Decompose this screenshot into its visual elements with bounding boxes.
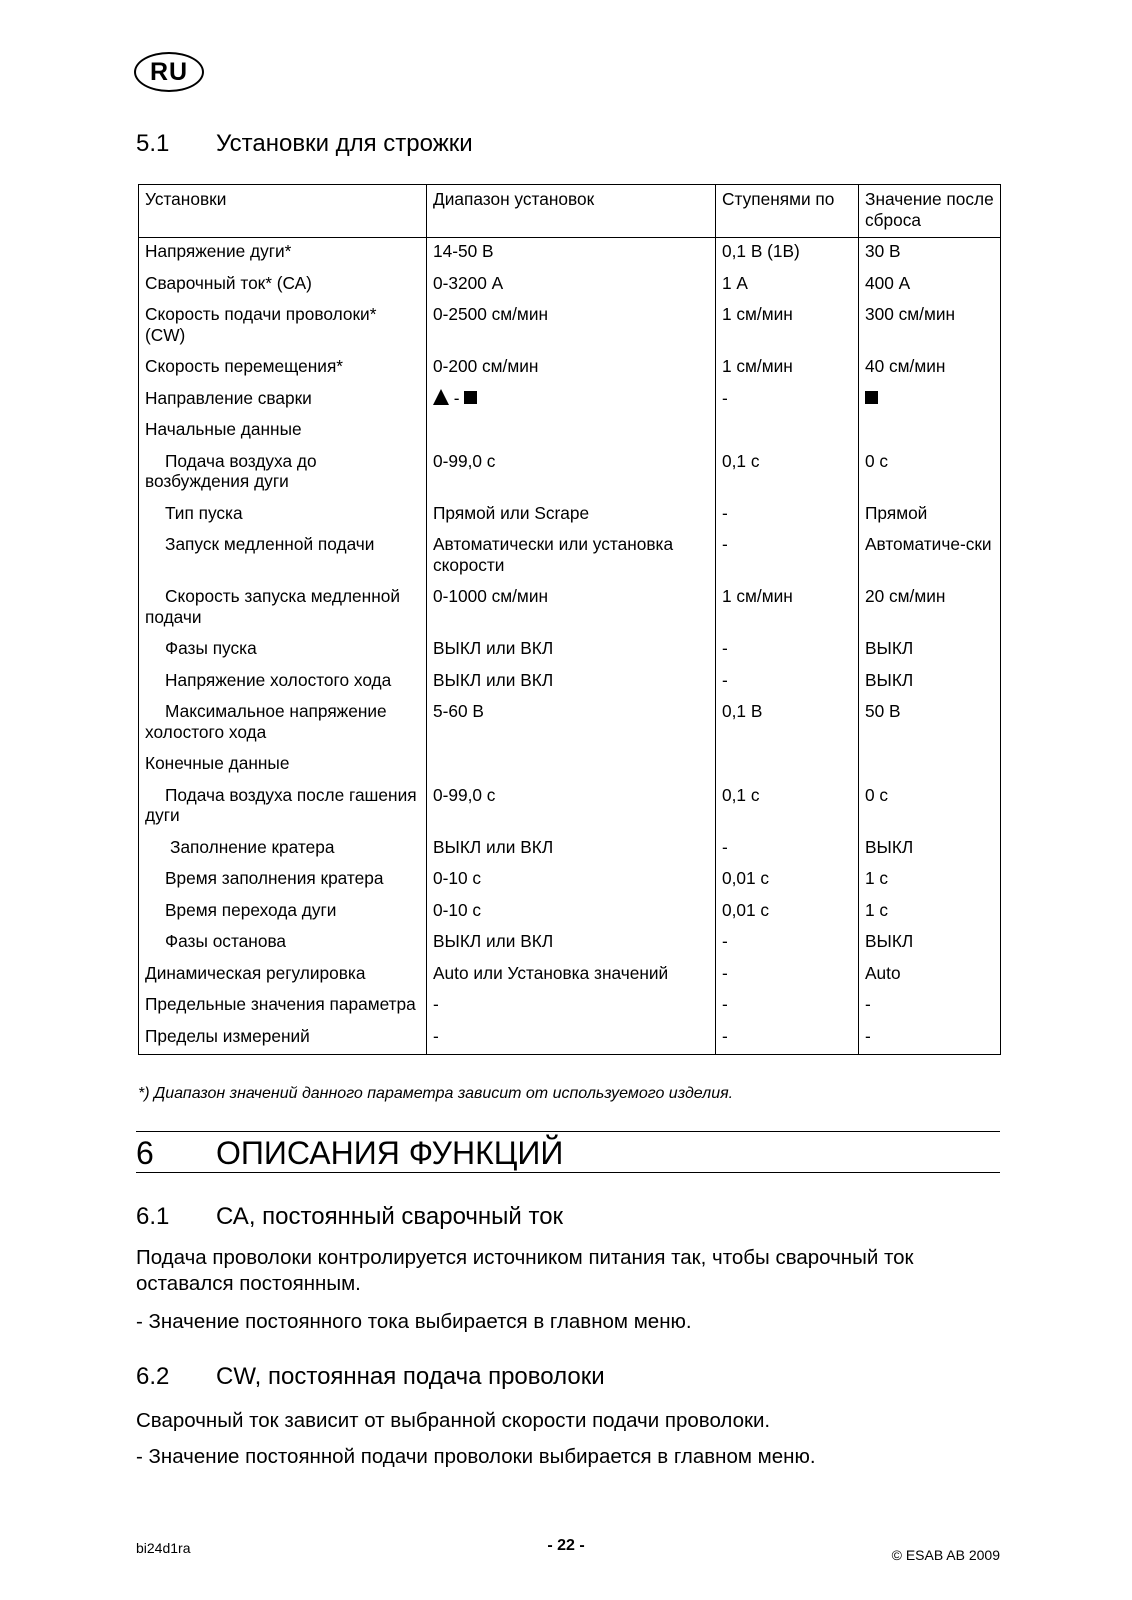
- table-cell: -: [716, 531, 859, 583]
- indented-label: Запуск медленной подачи: [165, 534, 375, 554]
- chapter-rule-top: [136, 1131, 1000, 1132]
- stop-square-icon: [865, 391, 878, 404]
- table-cell: Прямой или Scrape: [427, 500, 716, 532]
- table-cell: [139, 897, 427, 929]
- table-cell: 0,1 с: [716, 448, 859, 500]
- table-row: [139, 500, 1001, 532]
- table-cell: Начальные данные: [139, 416, 427, 448]
- table-cell: 1 с: [859, 865, 1001, 897]
- table-cell: 14-50 В: [427, 238, 716, 270]
- section-heading-6-2: [136, 1363, 605, 1391]
- table-cell: 0-99,0 с: [427, 448, 716, 500]
- indented-label: Тип пуска: [165, 502, 243, 523]
- paragraph: - Значение постоянной подачи проволоки выбирается в главном меню.: [136, 1445, 816, 1468]
- table-cell: Сварочный ток* (СА): [139, 270, 427, 302]
- section-number: 6.2: [136, 1363, 170, 1390]
- chapter-number: 6: [136, 1135, 154, 1171]
- table-cell: -: [427, 1023, 716, 1055]
- table-footnote: *) Диапазон значений данного параметра зависит от используемого изделия.: [138, 1085, 734, 1102]
- indented-label: Подача воздуха после гашения дуги: [145, 784, 417, 825]
- indented-label: Подача воздуха до возбуждения дуги: [145, 450, 317, 491]
- table-cell: [139, 500, 427, 532]
- table-cell: 0-200 см/мин: [427, 353, 716, 385]
- paragraph: Сварочный ток зависит от выбранной скорости подачи проволоки.: [136, 1409, 771, 1432]
- table-cell: -: [716, 1023, 859, 1055]
- direction-separator: -: [449, 387, 465, 408]
- column-header: Значение после сброса: [859, 185, 1001, 238]
- table-cell: ВЫКЛ или ВКЛ: [427, 635, 716, 667]
- table-cell: [139, 583, 427, 635]
- indented-label: Фазы останова: [165, 931, 287, 951]
- table-cell: -: [716, 991, 859, 1023]
- table-cell: ВЫКЛ: [859, 667, 1001, 699]
- stop-square-icon: [464, 391, 477, 404]
- table-cell: [859, 750, 1001, 782]
- section-title: Установки для строжки: [216, 130, 473, 157]
- table-row: [139, 667, 1001, 699]
- table-row: [139, 416, 1001, 448]
- table-row: [139, 635, 1001, 667]
- table-row: [139, 897, 1001, 929]
- section-title: CW, постоянная подача проволоки: [216, 1363, 605, 1390]
- table-row: [139, 531, 1001, 583]
- table-cell: 0,1 В (1В): [716, 238, 859, 270]
- table-cell: 20 см/мин: [859, 583, 1001, 635]
- table-cell: -: [716, 500, 859, 532]
- section-number: 5.1: [136, 130, 170, 157]
- column-header: Установки: [139, 185, 427, 238]
- table-cell: -: [716, 834, 859, 866]
- table-row: [139, 698, 1001, 750]
- forward-triangle-icon: [433, 389, 449, 405]
- table-cell: Скорость перемещения*: [139, 353, 427, 385]
- table-row: [139, 991, 1001, 1023]
- table-cell: Автоматиче-ски: [859, 531, 1001, 583]
- table-row: [139, 448, 1001, 500]
- table-cell: 0 с: [859, 448, 1001, 500]
- table-cell: Динамическая регулировка: [139, 960, 427, 992]
- section-heading-5-1: [136, 130, 473, 158]
- table-row: [139, 238, 1001, 270]
- table-row: [139, 1023, 1001, 1055]
- table-cell: [139, 531, 427, 583]
- table-cell: Напряжение дуги*: [139, 238, 427, 270]
- table-cell: [139, 667, 427, 699]
- chapter-heading-6: [136, 1135, 563, 1172]
- table-cell: 1 см/мин: [716, 583, 859, 635]
- table-cell: Auto или Установка значений: [427, 960, 716, 992]
- table-cell: Пределы измерений: [139, 1023, 427, 1055]
- table-cell: ВЫКЛ или ВКЛ: [427, 928, 716, 960]
- table-cell: 0 с: [859, 782, 1001, 834]
- table-cell: -: [716, 960, 859, 992]
- table-row: [139, 301, 1001, 353]
- table-cell: [716, 750, 859, 782]
- table-cell: [139, 865, 427, 897]
- table-cell: 1 А: [716, 270, 859, 302]
- table-cell: 1 см/мин: [716, 301, 859, 353]
- settings-table: [138, 184, 1001, 1055]
- table-cell: [139, 834, 427, 866]
- table-cell: 40 см/мин: [859, 353, 1001, 385]
- table-cell: [139, 782, 427, 834]
- table-cell: Конечные данные: [139, 750, 427, 782]
- table-cell: -: [716, 635, 859, 667]
- section-heading-6-1: [136, 1203, 563, 1231]
- table-cell: ВЫКЛ или ВКЛ: [427, 667, 716, 699]
- table-cell: 1 см/мин: [716, 353, 859, 385]
- table-cell: -: [427, 991, 716, 1023]
- indented-label: Время заполнения кратера: [165, 868, 384, 888]
- table-cell: 300 см/мин: [859, 301, 1001, 353]
- table-cell: 0-10 с: [427, 897, 716, 929]
- table-cell: Прямой: [859, 500, 1001, 532]
- table-cell: [859, 385, 1001, 417]
- language-badge: RU: [134, 52, 204, 92]
- indented-label: Фазы пуска: [165, 638, 257, 658]
- table-cell: [139, 928, 427, 960]
- document-code: bi24d1ra: [136, 1540, 191, 1556]
- table-cell: [427, 385, 716, 417]
- paragraph: Подача проволоки контролируется источником питания так, чтобы сварочный ток оставался постоянным.: [136, 1246, 914, 1295]
- table-cell: -: [716, 667, 859, 699]
- table-cell: -: [859, 1023, 1001, 1055]
- table-row: [139, 353, 1001, 385]
- table-cell: 30 В: [859, 238, 1001, 270]
- table-cell: 0,1 с: [716, 782, 859, 834]
- indented-label: Скорость запуска медленной подачи: [145, 586, 401, 627]
- table-cell: 0,1 В: [716, 698, 859, 750]
- chapter-rule-bottom: [136, 1172, 1000, 1173]
- table-cell: 0,01 с: [716, 897, 859, 929]
- table-cell: [427, 750, 716, 782]
- table-row: [139, 270, 1001, 302]
- paragraph: - Значение постоянного тока выбирается в главном меню.: [136, 1310, 692, 1333]
- table-cell: -: [716, 385, 859, 417]
- table-row: [139, 834, 1001, 866]
- table-cell: 0-10 с: [427, 865, 716, 897]
- indented-label: Напряжение холостого хода: [165, 669, 392, 690]
- section-number: 6.1: [136, 1203, 170, 1230]
- chapter-title: ОПИСАНИЯ ФУНКЦИЙ: [216, 1135, 564, 1171]
- table-cell: 0,01 с: [716, 865, 859, 897]
- table-cell: 50 В: [859, 698, 1001, 750]
- table-cell: [716, 416, 859, 448]
- table-cell: Направление сварки: [139, 385, 427, 417]
- table-cell: -: [716, 928, 859, 960]
- indented-label: Заполнение кратера: [170, 836, 335, 857]
- table-cell: ВЫКЛ: [859, 635, 1001, 667]
- table-cell: [427, 416, 716, 448]
- table-row: [139, 583, 1001, 635]
- table-cell: 0-1000 см/мин: [427, 583, 716, 635]
- table-cell: ВЫКЛ: [859, 928, 1001, 960]
- table-cell: -: [859, 991, 1001, 1023]
- indented-label: Максимальное напряжение холостого хода: [145, 701, 387, 742]
- table-row: [139, 865, 1001, 897]
- table-row: [139, 782, 1001, 834]
- table-cell: Предельные значения параметра: [139, 991, 427, 1023]
- table-cell: Auto: [859, 960, 1001, 992]
- column-header: Диапазон установок: [427, 185, 716, 238]
- table-row: [139, 960, 1001, 992]
- table-cell: [859, 416, 1001, 448]
- table-cell: [139, 635, 427, 667]
- table-cell: 0-3200 А: [427, 270, 716, 302]
- table-cell: Скорость подачи проволоки* (CW): [139, 301, 427, 353]
- table-cell: 400 А: [859, 270, 1001, 302]
- table-cell: ВЫКЛ: [859, 834, 1001, 866]
- page-number: - 22 -: [547, 1537, 585, 1554]
- indented-label: Время перехода дуги: [165, 899, 337, 920]
- table-row: [139, 750, 1001, 782]
- section-title: СА, постоянный сварочный ток: [216, 1203, 564, 1230]
- table-row: [139, 385, 1001, 417]
- table-cell: 0-2500 см/мин: [427, 301, 716, 353]
- table-header-row: [139, 185, 1001, 238]
- copyright: © ESAB AB 2009: [891, 1547, 1000, 1563]
- table-cell: Автоматически или установка скорости: [427, 531, 716, 583]
- table-cell: [139, 698, 427, 750]
- table-cell: 0-99,0 с: [427, 782, 716, 834]
- table-cell: ВЫКЛ или ВКЛ: [427, 834, 716, 866]
- table-cell: 5-60 В: [427, 698, 716, 750]
- table-cell: [139, 448, 427, 500]
- table-cell: 1 с: [859, 897, 1001, 929]
- column-header: Ступенями по: [716, 185, 859, 238]
- table-row: [139, 928, 1001, 960]
